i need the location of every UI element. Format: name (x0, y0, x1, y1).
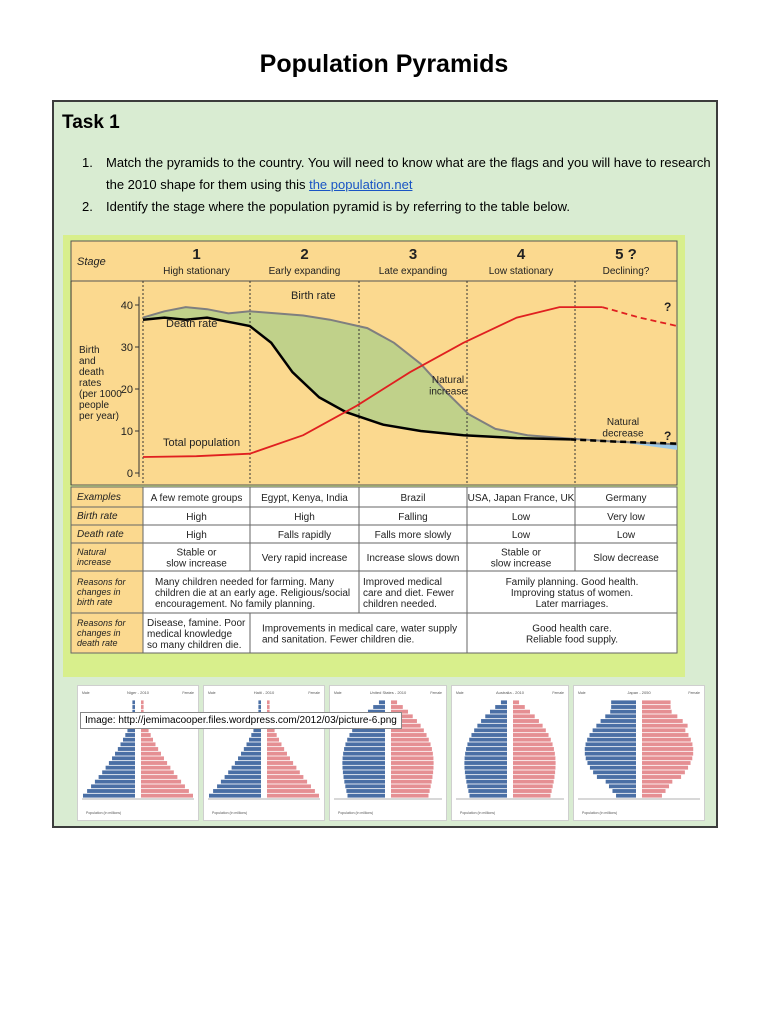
female-bar (642, 705, 671, 709)
female-bar (391, 700, 397, 704)
female-bar (642, 770, 685, 774)
female-bar (513, 770, 555, 774)
pyramid-axis-label: Population (in millions) (338, 811, 374, 815)
pyramid-male-label: Male (578, 691, 586, 695)
female-bar (513, 775, 554, 779)
pyramid-graphic (78, 686, 198, 820)
male-bar (610, 710, 636, 714)
population-net-link[interactable]: the population.net (309, 177, 413, 192)
female-bar (642, 794, 662, 798)
stage-name: Declining? (602, 266, 650, 277)
pyramid-graphic (574, 686, 704, 820)
table-cell: Falls rapidly (277, 530, 332, 541)
pyramid-female-label: Female (308, 691, 320, 695)
male-bar (481, 719, 507, 723)
table-cell: USA, Japan France, UK (467, 493, 575, 504)
male-bar (87, 789, 135, 793)
male-bar (115, 752, 135, 756)
table-cell: A few remote groups (150, 493, 243, 504)
female-bar (513, 752, 555, 756)
population-pyramid-2 (203, 685, 325, 821)
female-bar (267, 794, 319, 798)
pyramid-graphic (330, 686, 446, 820)
pyramid-title: Haiti - 2010 (253, 690, 275, 695)
y-axis-label: Birth and death rates (per 1000 people per year) (79, 345, 122, 422)
male-bar (466, 775, 507, 779)
male-bar (258, 705, 261, 709)
male-bar (587, 738, 636, 742)
table-cell: Very low (607, 512, 645, 523)
image-credit: Image: http://jemimacooper.files.wordpress.com/2012/03/picture-6.png (80, 712, 402, 729)
female-bar (642, 784, 669, 788)
birth-rate-label: Birth rate (291, 290, 336, 302)
male-bar (343, 752, 385, 756)
table-cell: Improvements in medical care, water supply and sanitation. Fewer children die. (262, 623, 458, 646)
male-bar (123, 738, 135, 742)
male-bar (132, 705, 135, 709)
male-bar (485, 714, 507, 718)
female-bar (267, 766, 296, 770)
male-bar (99, 775, 135, 779)
pyramid-title: Japan - 2050 (627, 690, 651, 695)
female-bar (513, 784, 553, 788)
male-bar (490, 710, 507, 714)
female-bar (267, 756, 290, 760)
stage-number: 3 (408, 246, 418, 263)
male-bar (251, 733, 261, 737)
male-bar (343, 756, 385, 760)
male-bar (611, 705, 636, 709)
dtm-figure (63, 235, 685, 677)
page-title: Population Pyramids (259, 50, 509, 78)
female-bar (267, 733, 277, 737)
population-pyramids-strip (77, 685, 707, 821)
female-bar (391, 705, 403, 709)
female-bar (642, 714, 677, 718)
natural-increase-label: Natural increase (429, 375, 467, 398)
male-bar (465, 756, 507, 760)
male-bar (235, 761, 261, 765)
female-bar (513, 738, 551, 742)
female-bar (141, 794, 193, 798)
female-bar (642, 738, 691, 742)
row-label: Reasons for changes in death rate (77, 618, 126, 648)
male-bar (585, 747, 636, 751)
instruction-item (82, 196, 712, 218)
female-bar (513, 789, 552, 793)
female-bar (642, 728, 685, 732)
male-bar (471, 733, 507, 737)
male-bar (228, 770, 261, 774)
pyramid-female-label: Female (688, 691, 700, 695)
female-bar (513, 719, 539, 723)
stage-header (71, 241, 677, 281)
stage-label: Stage (77, 256, 106, 268)
table-cell: Germany (605, 493, 647, 504)
male-bar (225, 775, 261, 779)
male-bar (238, 756, 261, 760)
male-bar (109, 761, 135, 765)
male-bar (601, 719, 636, 723)
female-bar (513, 747, 554, 751)
table-cell: Stable or slow increase (490, 547, 552, 570)
female-bar (267, 738, 279, 742)
female-bar (141, 784, 185, 788)
male-bar (344, 780, 385, 784)
table-cell: Stable or slow increase (166, 547, 227, 570)
male-bar (469, 738, 507, 742)
female-bar (513, 766, 555, 770)
male-bar (345, 784, 385, 788)
male-bar (213, 789, 261, 793)
table-cell: Many children needed for farming. Many children die at an early age. Religious/social encouragement. No family planning. (155, 577, 351, 610)
male-bar (345, 742, 385, 746)
male-bar (342, 761, 385, 765)
instruction-number: 1. (82, 155, 93, 170)
table-cell: Increase slows down (366, 553, 460, 564)
male-bar (605, 714, 636, 718)
female-bar (642, 752, 693, 756)
female-bar (267, 700, 270, 704)
male-bar (474, 728, 507, 732)
death-rate-label: Death rate (166, 318, 218, 330)
female-bar (391, 756, 433, 760)
female-bar (642, 766, 688, 770)
female-bar (141, 700, 144, 704)
male-bar (118, 747, 135, 751)
table-cell: Falls more slowly (374, 530, 452, 541)
female-bar (141, 780, 181, 784)
male-bar (477, 724, 507, 728)
female-bar (513, 756, 555, 760)
male-bar (468, 789, 507, 793)
male-bar (344, 747, 385, 751)
male-bar (121, 742, 135, 746)
female-bar (267, 742, 281, 746)
pyramid-graphic (452, 686, 568, 820)
female-bar (642, 775, 681, 779)
male-bar (343, 770, 385, 774)
male-bar (217, 784, 261, 788)
female-bar (267, 705, 270, 709)
male-bar (586, 756, 636, 760)
male-bar (349, 733, 385, 737)
male-bar (221, 780, 261, 784)
stage-number: 2 (300, 246, 309, 263)
table-cell: Slow decrease (593, 553, 659, 564)
male-bar (590, 733, 636, 737)
table-row (71, 507, 677, 525)
table-cell: Very rapid increase (261, 553, 348, 564)
y-tick-label: 30 (120, 342, 133, 354)
female-bar (642, 756, 692, 760)
male-bar (593, 770, 636, 774)
female-bar (141, 789, 189, 793)
stage-name: Late expanding (378, 266, 448, 277)
male-bar (465, 770, 507, 774)
question-mark: ? (664, 429, 672, 443)
female-bar (513, 761, 556, 765)
stage-number: 1 (192, 246, 201, 263)
female-bar (141, 766, 170, 770)
instruction-number: 2. (82, 199, 93, 214)
male-bar (597, 775, 636, 779)
female-bar (642, 724, 688, 728)
female-bar (267, 752, 287, 756)
female-bar (642, 710, 672, 714)
female-bar (513, 780, 554, 784)
row-label: Examples (77, 492, 121, 503)
male-bar (606, 780, 636, 784)
male-bar (501, 700, 507, 704)
row-label: Natural increase (77, 547, 112, 567)
table-cell: High (294, 512, 315, 523)
male-bar (465, 766, 507, 770)
table-cell: Low (616, 530, 636, 541)
female-bar (391, 761, 434, 765)
population-pyramid-5 (573, 685, 705, 821)
male-bar (464, 761, 507, 765)
male-bar (612, 789, 636, 793)
male-bar (343, 766, 385, 770)
male-bar (91, 784, 135, 788)
female-bar (513, 724, 543, 728)
female-bar (642, 789, 666, 793)
male-bar (616, 794, 636, 798)
task-box (52, 100, 718, 828)
female-bar (267, 775, 303, 779)
female-bar (513, 794, 551, 798)
female-bar (267, 761, 293, 765)
table-cell: Improved medical care and diet. Fewer children needed. (363, 577, 455, 610)
table-cell: Disease, famine. Poor medical knowledge so many children die. (147, 618, 246, 651)
female-bar (642, 780, 672, 784)
female-bar (141, 752, 161, 756)
demographic-transition-model (63, 235, 685, 677)
instruction-item (82, 152, 712, 196)
female-bar (391, 789, 430, 793)
male-bar (609, 784, 636, 788)
female-bar (391, 738, 429, 742)
pyramid-title: United States - 2010 (369, 690, 407, 695)
table-cell: Family planning. Good health. Improving status of women. Later marriages. (505, 577, 639, 610)
female-bar (391, 770, 433, 774)
task-heading: Task 1 (62, 112, 120, 133)
female-bar (141, 747, 158, 751)
female-bar (267, 747, 284, 751)
instruction-text: Identify the stage where the population pyramid is by referring to the table below. (106, 199, 570, 214)
female-bar (391, 784, 431, 788)
pyramid-female-label: Female (552, 691, 564, 695)
male-bar (106, 766, 135, 770)
female-bar (267, 789, 315, 793)
male-bar (209, 794, 261, 798)
stage-number: 4 (516, 246, 526, 263)
table-cell: Low (511, 530, 531, 541)
male-bar (102, 770, 135, 774)
instruction-list (82, 152, 712, 218)
stage-name: Early expanding (268, 266, 341, 277)
female-bar (642, 700, 671, 704)
y-tick-label: 20 (120, 384, 133, 396)
male-bar (467, 784, 507, 788)
pyramid-axis-label: Population (in millions) (212, 811, 248, 815)
pyramid-axis-label: Population (in millions) (460, 811, 496, 815)
female-bar (513, 733, 549, 737)
female-bar (642, 733, 688, 737)
pyramid-male-label: Male (208, 691, 216, 695)
male-bar (95, 780, 135, 784)
male-bar (465, 752, 507, 756)
male-bar (83, 794, 135, 798)
male-bar (467, 742, 507, 746)
female-bar (391, 733, 427, 737)
y-tick-label: 40 (120, 300, 133, 312)
male-bar (466, 747, 507, 751)
female-bar (513, 700, 519, 704)
population-pyramid-1 (77, 685, 199, 821)
male-bar (241, 752, 261, 756)
female-bar (141, 733, 151, 737)
male-bar (373, 705, 385, 709)
table-cell: Brazil (400, 493, 426, 504)
female-bar (513, 714, 535, 718)
stage-name: Low stationary (488, 266, 554, 277)
pyramid-female-label: Female (430, 691, 442, 695)
question-mark: ? (664, 300, 672, 314)
female-bar (267, 784, 311, 788)
row-label: Death rate (77, 529, 124, 540)
female-bar (391, 752, 433, 756)
pyramid-female-label: Female (182, 691, 194, 695)
female-bar (391, 775, 432, 779)
male-bar (611, 700, 636, 704)
y-tick-label: 10 (120, 426, 133, 438)
male-bar (585, 752, 636, 756)
male-bar (596, 724, 636, 728)
table-cell: Low (511, 512, 531, 523)
female-bar (642, 761, 691, 765)
pyramid-male-label: Male (82, 691, 90, 695)
female-bar (391, 747, 432, 751)
female-bar (391, 742, 431, 746)
pyramid-title: Niger - 2010 (126, 690, 150, 695)
instruction-text: Match the pyramids to the country. You will need to know what are the flags and you will have to research the 2010 shape for them using this (106, 155, 711, 192)
female-bar (642, 747, 693, 751)
table-cell: Egypt, Kenya, India (261, 493, 348, 504)
female-bar (642, 719, 683, 723)
female-bar (141, 770, 174, 774)
table-cell: High (186, 530, 207, 541)
male-bar (125, 733, 135, 737)
male-bar (586, 742, 636, 746)
female-bar (391, 780, 432, 784)
female-bar (642, 742, 692, 746)
pyramid-male-label: Male (334, 691, 342, 695)
female-bar (141, 742, 155, 746)
male-bar (590, 766, 636, 770)
stage-number: 5 ? (615, 246, 637, 263)
table-cell: Falling (398, 512, 428, 523)
female-bar (141, 738, 153, 742)
table-cell: Good health care. Reliable food supply. (525, 623, 619, 646)
male-bar (348, 794, 386, 798)
pyramid-title: Australia - 2010 (495, 690, 525, 695)
population-pyramid-3 (329, 685, 447, 821)
female-bar (391, 794, 429, 798)
male-bar (232, 766, 261, 770)
female-bar (141, 756, 164, 760)
female-bar (267, 770, 300, 774)
female-bar (513, 705, 525, 709)
male-bar (495, 705, 507, 709)
pyramid-axis-label: Population (in millions) (86, 811, 122, 815)
stage-name: High stationary (163, 266, 230, 277)
population-pyramid-4 (451, 685, 569, 821)
female-bar (513, 710, 530, 714)
total-population-label: Total population (163, 437, 241, 449)
male-bar (247, 742, 261, 746)
female-bar (141, 775, 177, 779)
pyramid-axis-label: Population (in millions) (582, 811, 618, 815)
female-bar (513, 728, 546, 732)
female-bar (141, 761, 167, 765)
male-bar (587, 761, 636, 765)
row-label: Reasons for changes in birth rate (77, 577, 126, 607)
male-bar (132, 700, 135, 704)
female-bar (391, 766, 433, 770)
male-bar (344, 775, 385, 779)
table-cell: High (186, 512, 207, 523)
male-bar (244, 747, 261, 751)
male-bar (347, 738, 385, 742)
female-bar (513, 742, 553, 746)
male-bar (593, 728, 636, 732)
male-bar (379, 700, 385, 704)
male-bar (346, 789, 385, 793)
female-bar (267, 780, 307, 784)
pyramid-graphic (204, 686, 324, 820)
male-bar (470, 794, 508, 798)
male-bar (112, 756, 135, 760)
male-bar (258, 700, 261, 704)
natural-decrease-label: Natural decrease (602, 417, 644, 440)
row-label: Birth rate (77, 511, 118, 522)
pyramid-male-label: Male (456, 691, 464, 695)
female-bar (141, 705, 144, 709)
y-tick-label: 0 (126, 468, 133, 480)
male-bar (466, 780, 507, 784)
male-bar (249, 738, 261, 742)
